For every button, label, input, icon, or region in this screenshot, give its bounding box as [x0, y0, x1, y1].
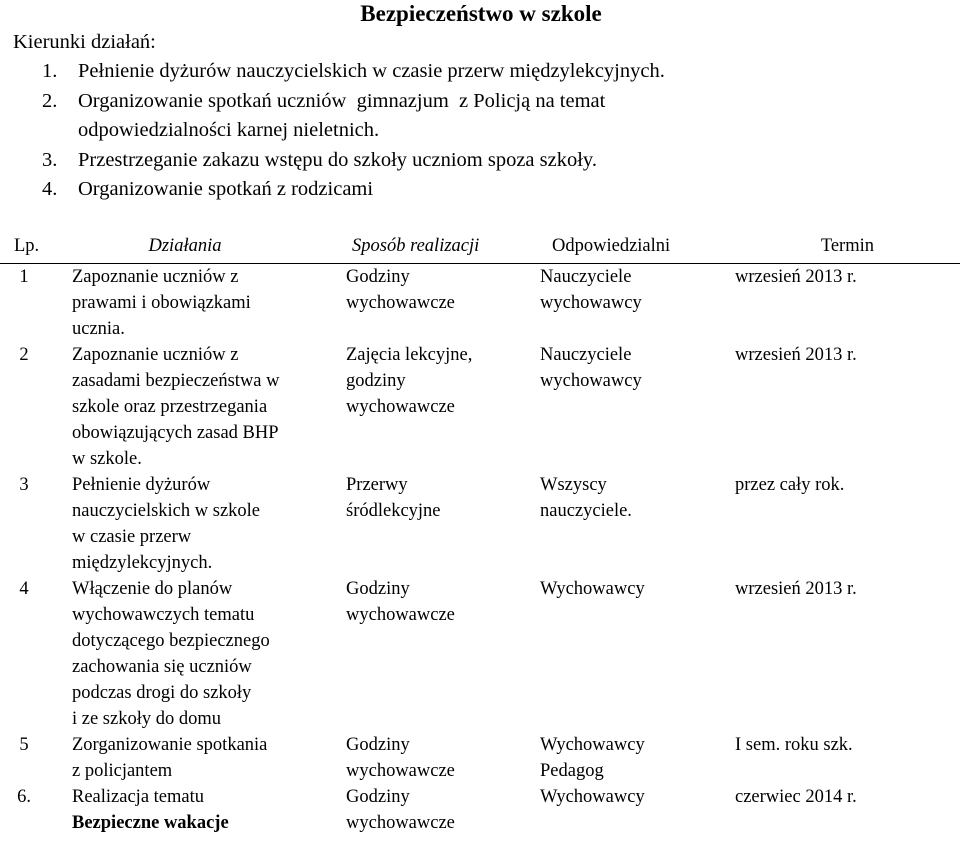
cell-dzialania-line: obowiązujących zasad BHP	[72, 423, 279, 443]
cell-sposob-realizacji-line: wychowawcze	[346, 813, 455, 833]
cell-termin	[710, 264, 960, 343]
direction-item	[42, 57, 942, 87]
table-row	[0, 576, 960, 732]
cell-dzialania-line: nauczycielskich w szkole	[72, 501, 261, 521]
direction-number: 4.	[42, 178, 58, 200]
cell-odpowiedzialni	[518, 472, 710, 576]
document-title	[0, 0, 960, 28]
cell-odpowiedzialni-line: Wychowawcy	[540, 579, 645, 599]
cell-dzialania-line: prawami i obowiązkami	[72, 293, 251, 313]
cell-dzialania	[48, 732, 322, 784]
direction-text-line: Organizowanie spotkań z rodzicami	[78, 178, 374, 200]
cell-sposob-realizacji-line: Godziny	[346, 787, 410, 807]
cell-termin-line: wrzesień 2013 r.	[735, 267, 857, 287]
cell-sposob-realizacji-line: Godziny	[346, 735, 410, 755]
direction-number: 3.	[42, 148, 58, 171]
cell-odpowiedzialni	[518, 576, 710, 732]
cell-termin	[710, 342, 960, 472]
cell-odpowiedzialni-line: wychowawcy	[540, 293, 642, 313]
row-number: 5	[19, 735, 29, 755]
cell-dzialania-line: w szkole.	[72, 449, 142, 469]
cell-odpowiedzialni-line: Wychowawcy	[540, 735, 645, 755]
direction-text-line: Pełnienie dyżurów nauczycielskich w czasie przerw międzylekcyjnych.	[78, 60, 665, 82]
direction-item	[42, 146, 942, 176]
cell-dzialania-line: Zorganizowanie spotkania	[72, 735, 268, 755]
directions-list	[42, 57, 942, 205]
cell-odpowiedzialni-line: wychowawcy	[540, 371, 642, 391]
cell-sposob-realizacji	[322, 472, 518, 576]
safety-plan-table	[0, 233, 960, 836]
table-header-row	[0, 233, 960, 264]
table-row	[0, 784, 960, 836]
cell-dzialania-line: dotyczącego bezpiecznego	[72, 631, 270, 651]
cell-odpowiedzialni-line: nauczyciele.	[540, 501, 632, 521]
cell-sposob-realizacji-line: śródlekcyjne	[346, 501, 441, 521]
cell-dzialania-line: międzylekcyjnych.	[72, 553, 213, 573]
direction-number: 1.	[42, 60, 58, 82]
cell-termin	[710, 732, 960, 784]
cell-dzialania	[48, 342, 322, 472]
cell-sposob-realizacji-line: wychowawcze	[346, 293, 455, 313]
header-termin: Termin	[710, 233, 960, 264]
cell-dzialania-line: z policjantem	[72, 761, 173, 781]
direction-text-line: Organizowanie spotkań uczniów gimnazjum z Policją na temat	[78, 89, 606, 112]
cell-odpowiedzialni-line: Wszyscy	[540, 475, 607, 495]
cell-sposob-realizacji	[322, 732, 518, 784]
header-sposob-realizacji: Sposób realizacji	[322, 233, 518, 264]
cell-dzialania-line: Włączenie do planów	[72, 579, 233, 599]
cell-sposob-realizacji	[322, 264, 518, 343]
cell-dzialania	[48, 264, 322, 343]
cell-dzialania-line: Pełnienie dyżurów	[72, 475, 211, 495]
cell-sposob-realizacji-line: wychowawcze	[346, 397, 455, 417]
direction-text	[78, 57, 818, 87]
direction-item	[42, 175, 942, 205]
cell-dzialania	[48, 784, 322, 836]
cell-odpowiedzialni-line: Pedagog	[540, 761, 604, 781]
cell-sposob-realizacji-line: wychowawcze	[346, 605, 455, 625]
cell-odpowiedzialni-line: Nauczyciele	[540, 267, 632, 287]
cell-sposob-realizacji-line: wychowawcze	[346, 761, 455, 781]
direction-number: 2.	[42, 89, 58, 112]
row-number: 4	[19, 579, 29, 599]
cell-dzialania-line: podczas drogi do szkoły	[72, 683, 252, 703]
cell-dzialania-line: Bezpieczne wakacje	[72, 813, 229, 833]
cell-dzialania-line: i ze szkoły do domu	[72, 709, 222, 729]
direction-text-line: odpowiedzialności karnej nieletnich.	[78, 119, 380, 141]
cell-sposob-realizacji	[322, 784, 518, 836]
cell-dzialania-line: Realizacja tematu	[72, 787, 204, 807]
row-number: 6.	[17, 787, 31, 807]
cell-odpowiedzialni-line: Nauczyciele	[540, 345, 632, 365]
cell-termin	[710, 576, 960, 732]
cell-odpowiedzialni-line: Wychowawcy	[540, 787, 645, 807]
cell-sposob-realizacji-line: Godziny	[346, 267, 410, 287]
cell-dzialania	[48, 576, 322, 732]
direction-text	[78, 87, 818, 146]
cell-sposob-realizacji-line: godziny	[346, 371, 406, 391]
document-title-text: Bezpieczeństwo w szkole	[360, 1, 602, 26]
header-dzialania: Działania	[48, 233, 322, 264]
header-odpowiedzialni: Odpowiedzialni	[518, 233, 710, 264]
cell-dzialania-line: w czasie przerw	[72, 527, 192, 547]
cell-termin-line: I sem. roku szk.	[735, 735, 853, 755]
cell-termin-line: czerwiec 2014 r.	[735, 787, 857, 807]
directions-heading: Kierunki działań:	[13, 31, 156, 53]
table-row	[0, 732, 960, 784]
row-number: 3	[19, 475, 29, 495]
cell-sposob-realizacji-line: Przerwy	[346, 475, 408, 495]
cell-dzialania-line: zachowania się uczniów	[72, 657, 252, 677]
table-body	[0, 264, 960, 837]
direction-text	[78, 175, 818, 205]
cell-odpowiedzialni	[518, 732, 710, 784]
row-number: 2	[19, 345, 29, 365]
cell-dzialania-line: szkole oraz przestrzegania	[72, 397, 268, 417]
cell-termin-line: przez cały rok.	[735, 475, 845, 495]
row-number: 1	[19, 267, 29, 287]
cell-sposob-realizacji-line: Godziny	[346, 579, 410, 599]
table-row	[0, 264, 960, 343]
direction-text-line: Przestrzeganie zakazu wstępu do szkoły uczniom spoza szkoły.	[78, 148, 597, 171]
table-row	[0, 342, 960, 472]
cell-sposob-realizacji	[322, 342, 518, 472]
cell-dzialania-line: ucznia.	[72, 319, 125, 339]
table-row	[0, 472, 960, 576]
header-lp: Lp.	[0, 233, 48, 264]
cell-dzialania-line: Zapoznanie uczniów z	[72, 267, 239, 287]
cell-odpowiedzialni	[518, 784, 710, 836]
direction-text	[78, 146, 818, 176]
cell-sposob-realizacji	[322, 576, 518, 732]
cell-dzialania-line: zasadami bezpieczeństwa w	[72, 371, 280, 391]
cell-termin-line: wrzesień 2013 r.	[735, 345, 857, 365]
cell-termin	[710, 784, 960, 836]
cell-termin	[710, 472, 960, 576]
cell-termin-line: wrzesień 2013 r.	[735, 579, 857, 599]
direction-item	[42, 87, 942, 146]
cell-odpowiedzialni	[518, 264, 710, 343]
cell-odpowiedzialni	[518, 342, 710, 472]
cell-sposob-realizacji-line: Zajęcia lekcyjne,	[346, 345, 473, 365]
cell-dzialania-line: wychowawczych tematu	[72, 605, 255, 625]
cell-dzialania	[48, 472, 322, 576]
cell-dzialania-line: Zapoznanie uczniów z	[72, 345, 239, 365]
